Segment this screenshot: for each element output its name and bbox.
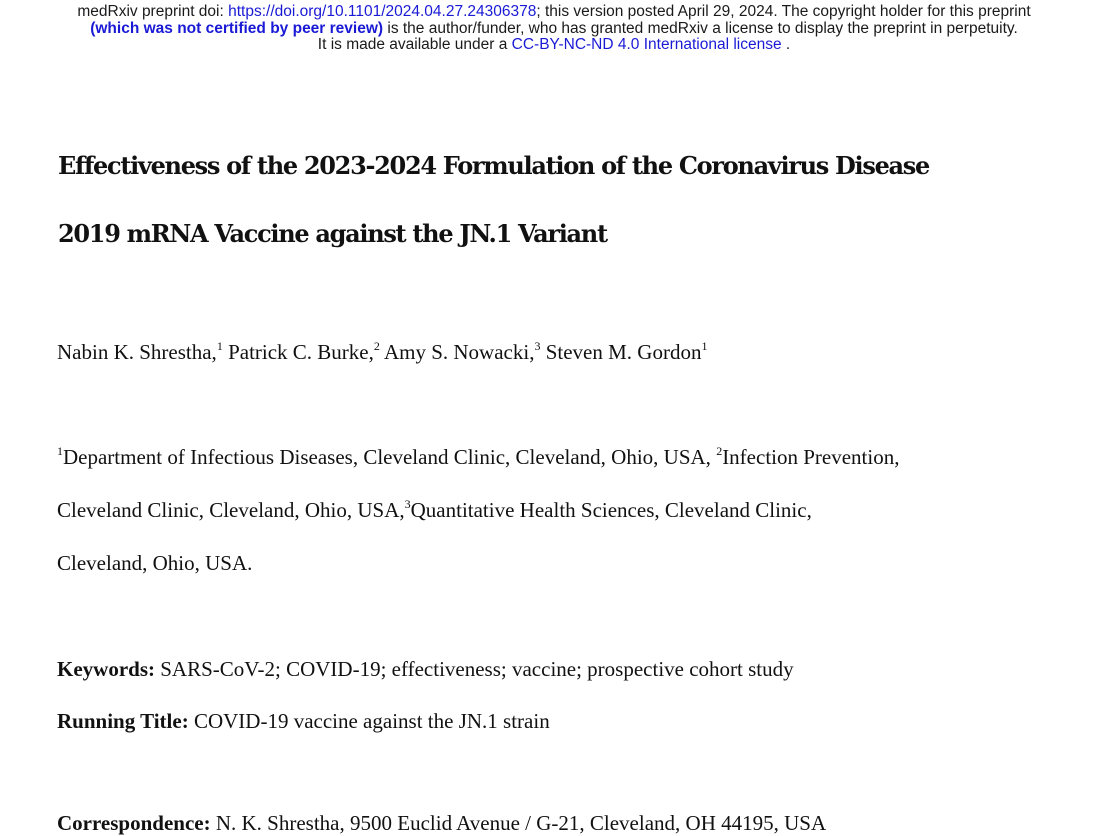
- banner-posted-text: ; this version posted April 29, 2024. The copyright holder for this preprint: [536, 3, 1031, 20]
- affiliation-line-3: Cleveland, Ohio, USA.: [57, 551, 253, 575]
- banner-doi-prefix: medRxiv preprint doi:: [77, 3, 229, 20]
- author-affiliation-mark: 2: [373, 339, 380, 353]
- author-affiliation-mark: 3: [534, 339, 541, 353]
- correspondence-value: N. K. Shrestha, 9500 Euclid Avenue / G-21, Cleveland, OH 44195, USA: [210, 811, 827, 835]
- affiliation-text: Cleveland Clinic, Cleveland, Ohio, USA,: [57, 498, 405, 522]
- doi-link[interactable]: https://doi.org/10.1101/2024.04.27.24306378: [228, 3, 537, 20]
- peer-review-notice: (which was not certified by peer review): [90, 19, 384, 37]
- keywords-value: SARS-CoV-2; COVID-19; effectiveness; vaccine; prospective cohort study: [155, 657, 794, 681]
- correspondence-label: Correspondence:: [57, 811, 211, 835]
- affiliation-mark: 1: [57, 444, 63, 458]
- author-affiliation-mark: 1: [701, 339, 708, 353]
- banner-period: .: [781, 36, 791, 53]
- author-name: Steven M. Gordon: [540, 340, 702, 364]
- running-title: [57, 709, 550, 734]
- author-name: Nabin K. Shrestha,: [57, 340, 217, 364]
- affiliation-mark: 3: [404, 497, 411, 511]
- banner-available-text: It is made available under a: [317, 36, 512, 53]
- affiliation-line-1: [57, 445, 899, 470]
- banner-line-2: [0, 21, 1108, 38]
- affiliation-line-2: [57, 498, 812, 523]
- correspondence: [57, 811, 826, 836]
- banner-line-1: [0, 4, 1108, 21]
- banner-license-text: is the author/funder, who has granted medRxiv a license to display the preprint in perpetuity.: [383, 19, 1018, 37]
- preprint-banner: [0, 4, 1108, 54]
- affiliation-text: Quantitative Health Sciences, Cleveland Clinic,: [410, 498, 812, 522]
- author-affiliation-mark: 1: [216, 339, 223, 353]
- affiliation-text: Department of Infectious Diseases, Cleveland Clinic, Cleveland, Ohio, USA,: [63, 445, 717, 469]
- license-link[interactable]: CC-BY-NC-ND 4.0 International license: [511, 36, 782, 53]
- banner-line-3: [0, 37, 1108, 54]
- keywords-label: Keywords:: [57, 657, 155, 681]
- paper-title-line-1: Effectiveness of the 2023-2024 Formulation of the Coronavirus Disease: [58, 151, 929, 180]
- paper-title-line-2: 2019 mRNA Vaccine against the JN.1 Variant: [58, 219, 607, 248]
- author-name: Patrick C. Burke,: [222, 340, 374, 364]
- affiliation-text: Infection Prevention,: [722, 445, 900, 469]
- running-title-label: Running Title:: [57, 709, 189, 733]
- affiliation-mark: 2: [716, 444, 723, 458]
- author-list: [57, 340, 707, 365]
- keywords: [57, 657, 794, 682]
- running-title-value: COVID-19 vaccine against the JN.1 strain: [188, 709, 550, 733]
- author-name: Amy S. Nowacki,: [379, 340, 535, 364]
